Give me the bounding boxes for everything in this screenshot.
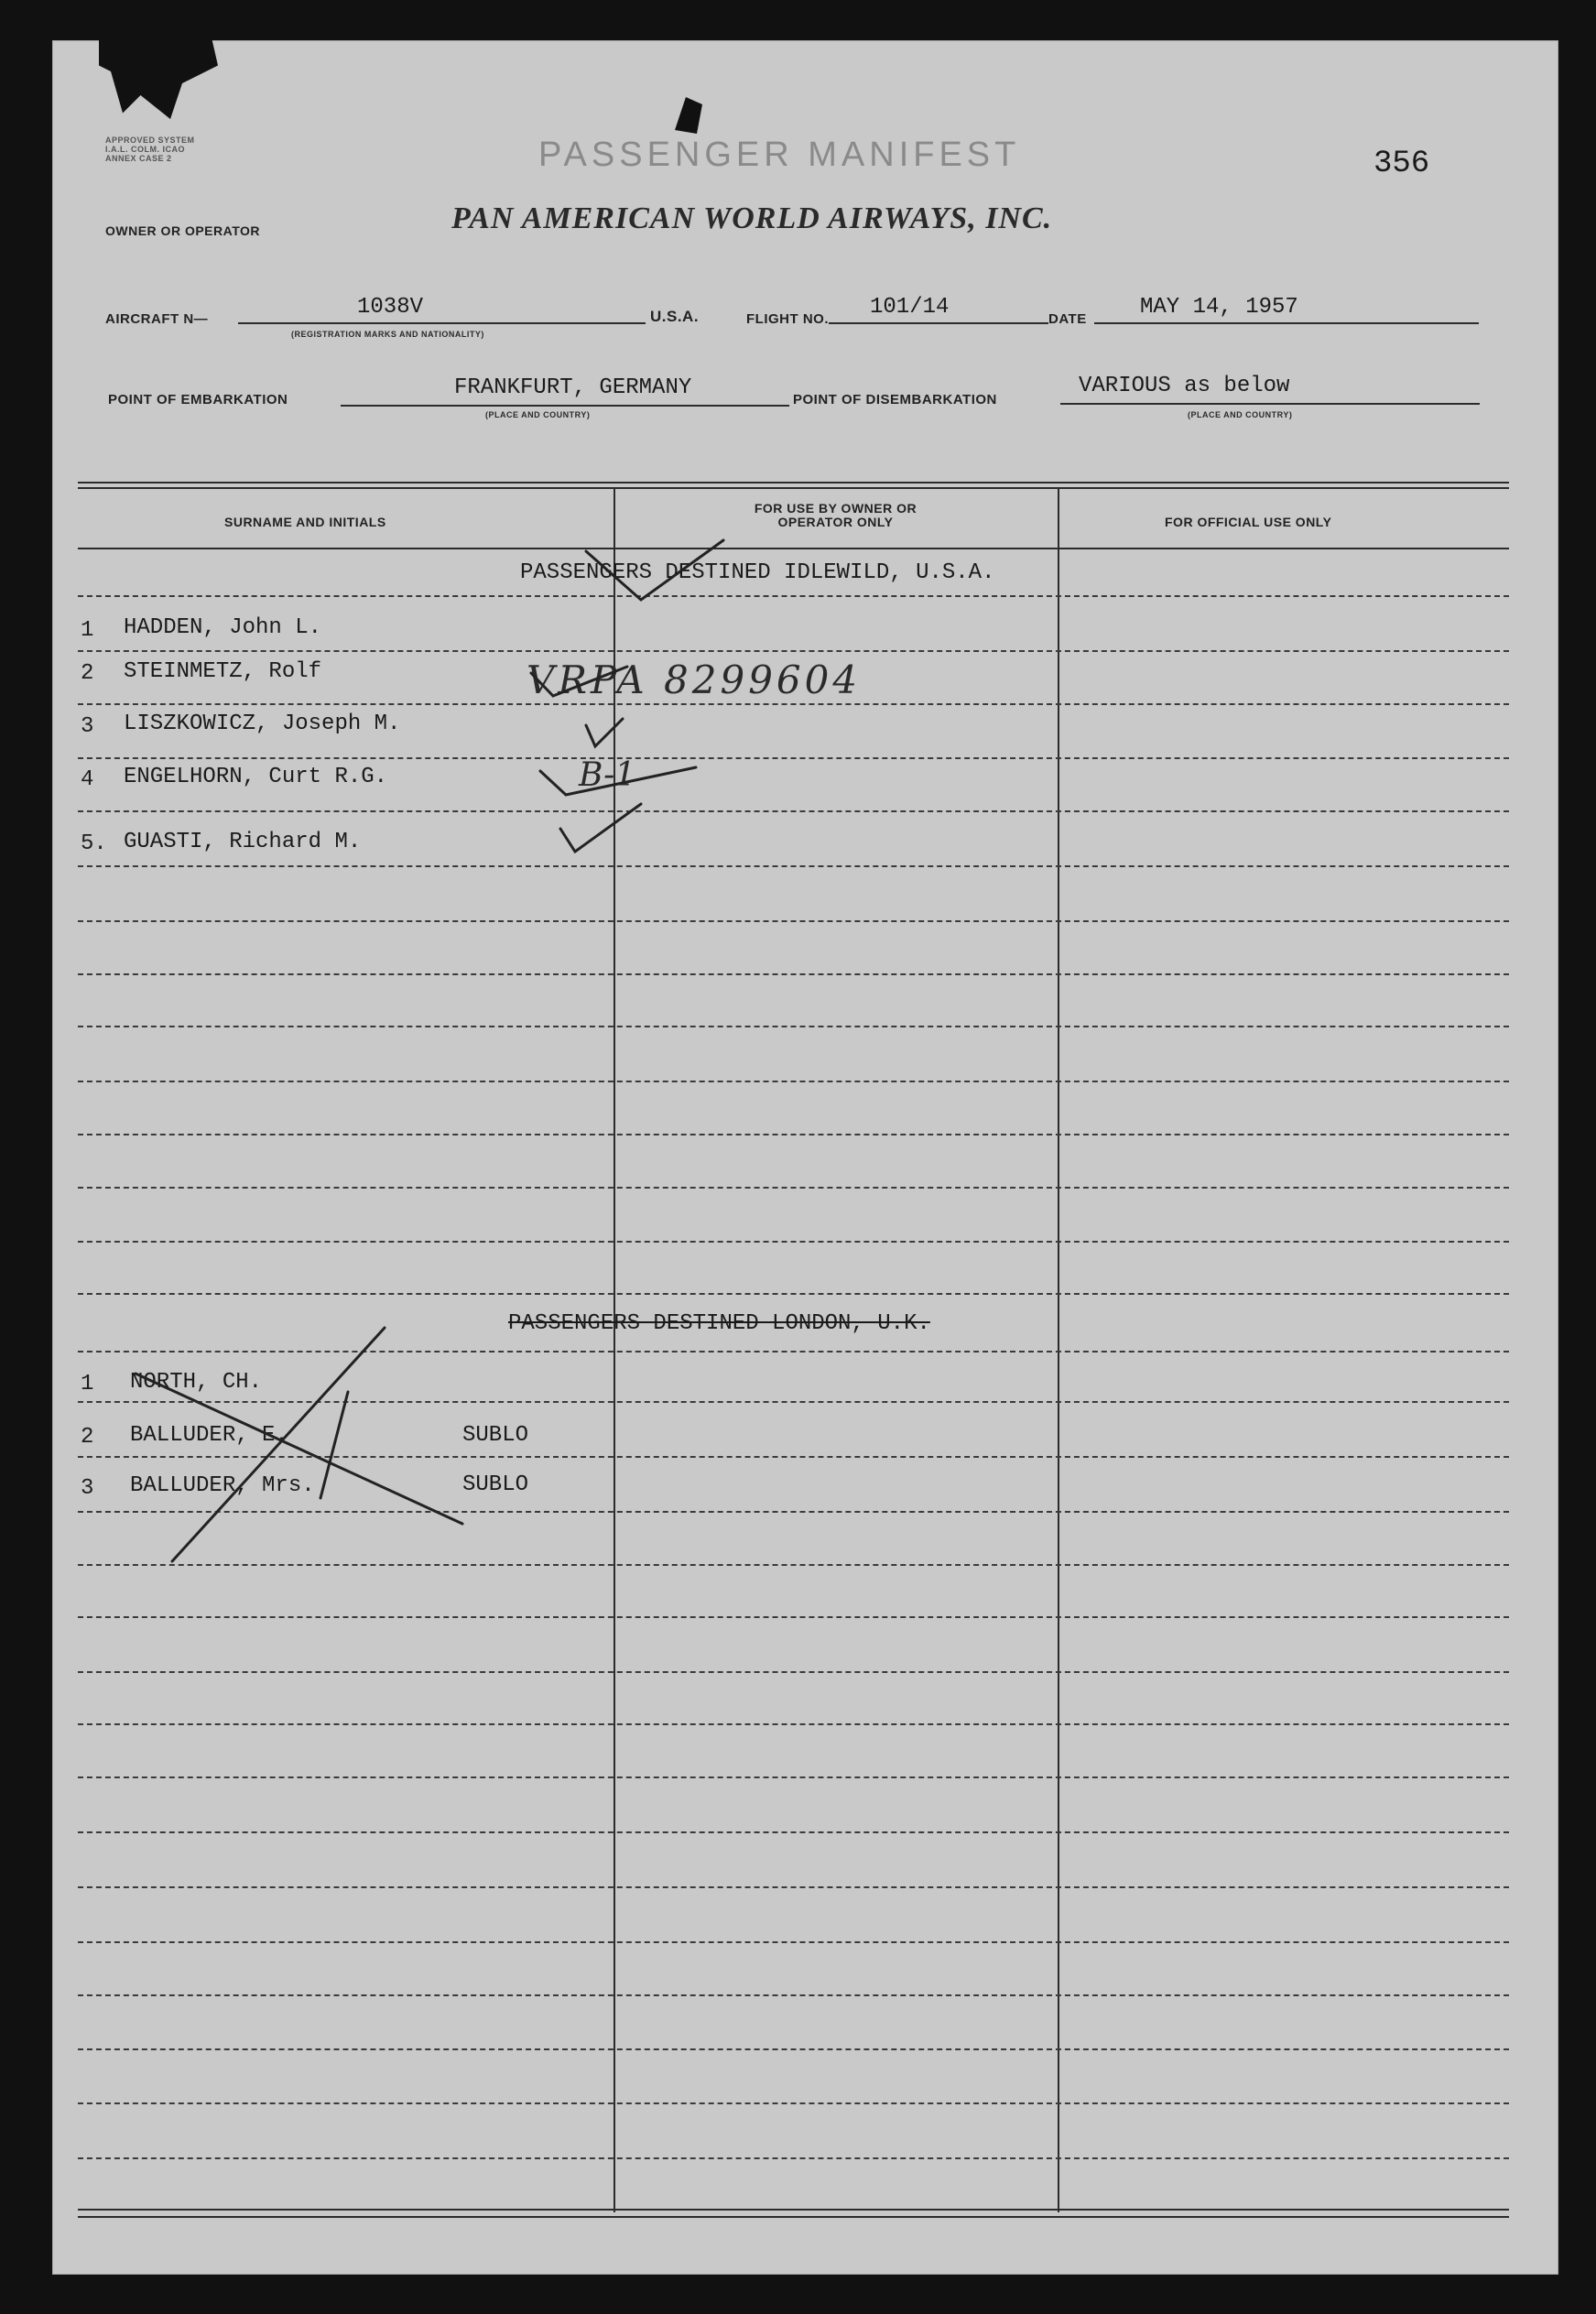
form-title: PASSENGER MANIFEST [538,136,1021,174]
cross-stroke [172,1328,385,1561]
row-number: 1 [81,1372,94,1396]
row-number: 2 [81,1425,94,1450]
flight-label: FLIGHT NO. [746,311,829,327]
disembarkation-note: (PLACE AND COUNTRY) [1188,410,1293,419]
row-number: 3 [81,714,94,739]
row-number: 5. [81,831,107,856]
embarkation-value: FRANKFURT, GERMANY [454,375,692,400]
registration-note: (REGISTRATION MARKS AND NATIONALITY) [291,330,484,339]
passenger-name: ENGELHORN, Curt R.G. [124,765,388,789]
date-label: DATE [1048,311,1087,327]
disembarkation-label: POINT OF DISEMBARKATION [793,392,997,407]
aircraft-label: AIRCRAFT N— [105,311,209,327]
passenger-name: LISZKOWICZ, Joseph M. [124,712,401,736]
surname-column-header: SURNAME AND INITIALS [224,515,386,529]
checkmark [540,767,696,795]
checkmark [586,719,623,746]
checkmark [586,540,723,600]
section-heading-uk: PASSENGERS DESTINED LONDON, U.K. [508,1311,930,1336]
row-number: 4 [81,767,94,792]
row-number: 2 [81,661,94,686]
passenger-name: HADDEN, John L. [124,615,322,640]
handwritten-visa-note: VRPA 8299604 [527,657,862,702]
embarkation-label: POINT OF EMBARKATION [108,392,288,407]
passenger-name: NORTH, CH. [130,1370,263,1395]
cross-stroke [136,1374,462,1524]
embarkation-note: (PLACE AND COUNTRY) [485,410,591,419]
passenger-name: STEINMETZ, Rolf [124,659,322,684]
passenger-note: SUBLO [462,1423,529,1448]
approved-stamp: APPROVED SYSTEM I.A.L. COLM. ICAO ANNEX CASE 2 [105,136,195,163]
flight-value: 101/14 [870,295,950,320]
date-value: MAY 14, 1957 [1140,295,1298,320]
passenger-name: BALLUDER, Mrs. [130,1473,315,1498]
usa-label: U.S.A. [650,308,700,325]
owner-value: PAN AMERICAN WORLD AIRWAYS, INC. [451,201,1053,235]
page-number: 356 [1373,147,1430,181]
row-number: 3 [81,1476,94,1501]
section-heading-usa: PASSENGERS DESTINED IDLEWILD, U.S.A. [520,560,995,585]
passenger-note: SUBLO [462,1472,529,1497]
row-number: 1 [81,618,94,643]
cross-stroke [320,1392,348,1498]
passenger-name: BALLUDER, E. [130,1423,288,1448]
passenger-name: GUASTI, Richard M. [124,830,362,854]
owner-use-column-header: FOR USE BY OWNER OR OPERATOR ONLY [754,501,917,529]
handwritten-visa-code: B-1 [579,756,636,794]
owner-label: OWNER OR OPERATOR [105,223,260,238]
aircraft-value: 1038V [357,295,424,320]
checkmark [560,804,641,852]
checkmark [531,667,627,696]
official-use-column-header: FOR OFFICIAL USE ONLY [1165,515,1332,529]
disembarkation-value: VARIOUS as below [1079,374,1290,398]
